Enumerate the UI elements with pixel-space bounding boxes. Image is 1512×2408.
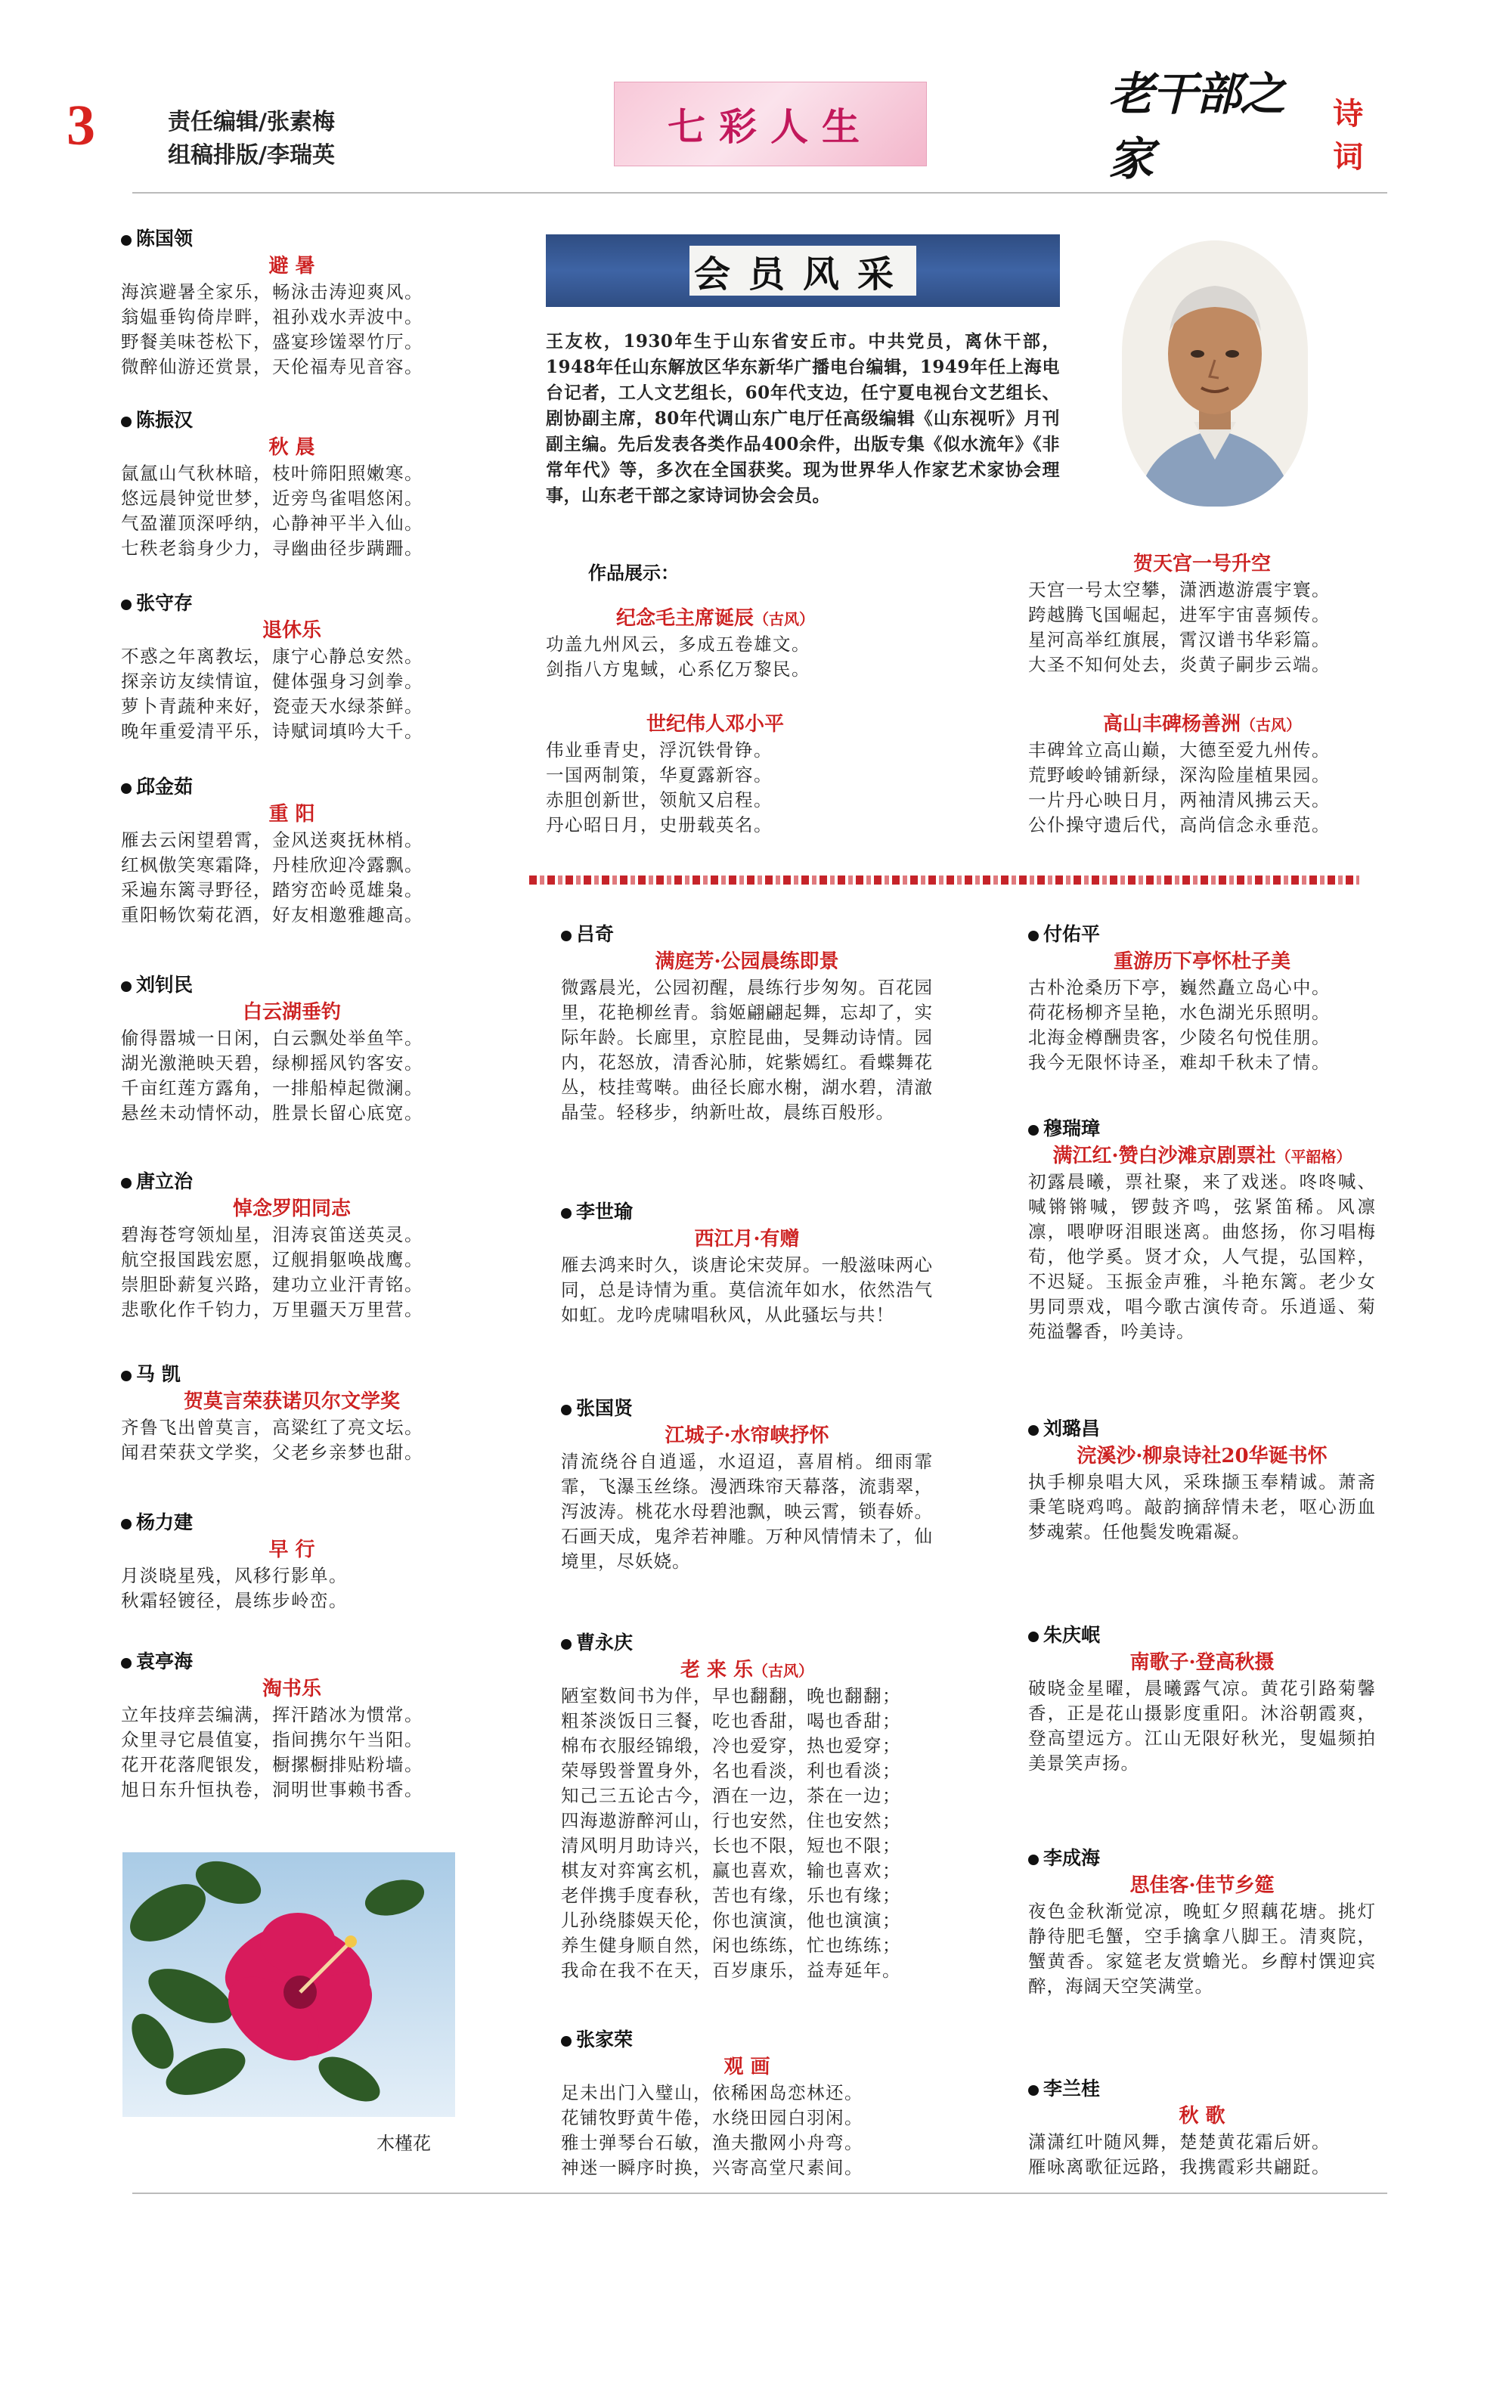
- poem-title-text: 贺莫言荣获诺贝尔文学奖: [183, 1390, 400, 1413]
- bullet-icon: [121, 1178, 132, 1189]
- poem-line: 重阳畅饮菊花酒，好友相邀雅趣高。: [121, 904, 423, 925]
- poem-line: 七秩老翁身少力，寻幽曲径步蹒跚。: [121, 538, 423, 559]
- poem-title: [561, 1656, 933, 1684]
- poem-line: 一片丹心映日月，两袖清风拂云天。: [1028, 789, 1331, 810]
- works-label: 作品展示：: [588, 562, 679, 584]
- poem-title-text: 秋 歌: [1179, 2105, 1225, 2128]
- poem-line: 足未出门入璧山，依稀困岛恋林还。: [561, 2082, 863, 2103]
- poem-line: 悲歌化作千钧力，万里疆天万里营。: [121, 1299, 423, 1320]
- author-name: 张守存: [136, 592, 194, 614]
- poem-block: [121, 1361, 463, 1465]
- poem-line: 野餐美味苍松下，盛宴珍馐翠竹厅。: [121, 331, 423, 352]
- poem-line: 气盈灌顶深呼纳，心静神平半入仙。: [121, 513, 423, 534]
- author-name: 曹永庆: [576, 1632, 634, 1653]
- poem-author: [561, 2026, 933, 2053]
- poem-line: 天宫一号太空攀，潇洒遨游震宇寰。: [1028, 579, 1331, 600]
- poem-title-text: 南歌子·登高秋摄: [1129, 1651, 1275, 1674]
- poem-title-text: 江城子·水帘峡抒怀: [665, 1424, 829, 1447]
- poem-line: 立年技痒芸编满，挥汗踏冰为惯常。: [121, 1704, 423, 1725]
- footer-rule: [132, 2193, 1387, 2194]
- poem-block: [121, 407, 463, 561]
- poem-line: 秋霜轻镀径，晨练步岭峦。: [121, 1590, 348, 1611]
- poem-line: 悠远晨钟觉世梦，近旁鸟雀唱悠闲。: [121, 488, 423, 509]
- poem-title-text: 秋 晨: [268, 436, 315, 459]
- poem-line: 我今无限怀诗圣，难却千秋未了情。: [1028, 1052, 1331, 1073]
- poem-block: [546, 605, 885, 682]
- poem-block: [1028, 1622, 1376, 1776]
- poem-text: 微露晨光，公园初醒，晨练行步匆匆。百花园里，花艳柳丝青。翁姬翩翩起舞，忘却了，实际年龄。长廊里，京腔昆曲，旻舞动诗情。园内，花怒放，清香沁肺，姹紫嫣红。看蝶舞花丛，枝挂莺啭。曲径长廊水榭，湖水碧，清澈晶莹。轻移步，纳新吐故，晨练百般形。: [561, 977, 933, 1123]
- poem-text: 执手柳泉唱大风，采珠撷玉奉精诚。萧斋秉笔晓鸡鸣。敲韵摘辞情未老，呕心沥血梦魂萦。任他鬓发晚霜凝。: [1028, 1471, 1376, 1542]
- poem-line: 神迷一瞬序时换，兴寄高堂尺素间。: [561, 2157, 863, 2178]
- poem-author: [1028, 1845, 1376, 1872]
- member-feature-banner: [546, 234, 1060, 307]
- poem-title: [1028, 948, 1376, 975]
- bullet-icon: [561, 2036, 572, 2047]
- poem-block: [121, 1509, 463, 1613]
- poem-title: [121, 1536, 463, 1563]
- poem-title-text: 思佳客·佳节乡筵: [1129, 1874, 1275, 1897]
- poem-title: [121, 617, 463, 644]
- poem-title-text: 满江红·赞白沙滩京剧票社: [1052, 1145, 1276, 1167]
- poem-block: [561, 1629, 933, 1983]
- poem-line: 陋室数间书为伴，早也翻翻，晚也翻翻；: [561, 1685, 901, 1706]
- author-name: 陈国领: [136, 228, 194, 249]
- author-name: 杨力建: [136, 1511, 194, 1533]
- poem-title-note: （平韶格）: [1275, 1148, 1352, 1166]
- logo-text: 老干部之家: [1108, 68, 1284, 186]
- poem-author: [121, 1168, 463, 1195]
- editor-line: 责任编辑/张素梅: [168, 109, 335, 135]
- poem-line: 海滨避暑全家乐，畅泳击涛迎爽风。: [121, 281, 423, 302]
- poem-block: [1028, 550, 1376, 677]
- poem-line: 粗茶淡饭日三餐，吃也香甜，喝也香甜；: [561, 1710, 901, 1731]
- poem-line: 翁媪垂钩倚岸畔，祖孙戏水弄波中。: [121, 306, 423, 327]
- poem-text: 清流绕谷自逍遥，水迢迢，喜眉梢。细雨霏霏，飞瀑玉丝绦。漫洒珠帘天幕落，流翡翠，泻波涛。桃花水母碧池飘，映云霄，锁春娇。石画天成，鬼斧若神雕。万种风情情未了，仙境里，尽妖娆。: [561, 1451, 933, 1572]
- poem-title-text: 贺天宫一号升空: [1132, 553, 1271, 575]
- poem-line: 大圣不知何处去，炎黄子嗣步云端。: [1028, 654, 1331, 675]
- poem-line: 碧海苍穹领灿星，泪涛哀笛送英灵。: [121, 1224, 423, 1245]
- bullet-icon: [121, 1658, 132, 1669]
- logo-tag: 诗词: [1333, 96, 1364, 175]
- poem-block: [121, 1648, 463, 1802]
- bullet-icon: [561, 931, 572, 941]
- poem-line: 荷花杨柳齐呈艳，水色湖光乐照明。: [1028, 1002, 1331, 1023]
- poem-author: [1028, 2075, 1376, 2103]
- poem-block: [121, 1168, 463, 1322]
- poem-block: [1028, 1845, 1376, 1999]
- author-name: 吕奇: [576, 923, 615, 945]
- poem-line: 旭日东升恒执卷，洞明世事赖书香。: [121, 1779, 423, 1800]
- header-rule: [132, 192, 1387, 194]
- poem-line: 氤氲山气秋林暗，枝叶筛阳照嫩寒。: [121, 463, 423, 484]
- poem-title: [121, 999, 463, 1026]
- poem-line: 闻君荣获文学奖，父老乡亲梦也甜。: [121, 1442, 423, 1463]
- bullet-icon: [121, 783, 132, 794]
- poem-title-text: 老 来 乐: [680, 1659, 754, 1681]
- poem-title: [561, 1226, 933, 1253]
- bullet-icon: [121, 600, 132, 610]
- poem-title-text: 早 行: [268, 1539, 315, 1561]
- photo-caption: 木槿花: [376, 2133, 431, 2154]
- poem-block: [561, 2026, 933, 2180]
- poem-line: 清风明月助诗兴，长也不限，短也不限；: [561, 1835, 901, 1856]
- poem-block: [1028, 921, 1376, 1075]
- poem-title: [546, 711, 885, 738]
- poem-title-note: （古风）: [753, 1662, 814, 1680]
- poem-line: 荒野峻岭铺新绿，深沟险崖植果园。: [1028, 764, 1331, 786]
- author-name: 刘钊民: [136, 974, 194, 996]
- poem-author: [121, 1648, 463, 1675]
- poem-line: 跨越腾飞国崛起，进军宇宙喜频传。: [1028, 604, 1331, 625]
- bullet-icon: [1028, 1855, 1039, 1865]
- bullet-icon: [121, 417, 132, 427]
- author-name: 唐立治: [136, 1170, 194, 1192]
- poem-line: 棉布衣服经锦缎，冷也爱穿，热也爱穿；: [561, 1735, 901, 1756]
- poem-line: 齐鲁飞出曾莫言，高粱红了亮文坛。: [121, 1417, 423, 1438]
- author-name: 张国贤: [576, 1397, 634, 1419]
- poem-line: 雅士弹琴台石敏，渔夫撒网小舟弯。: [561, 2132, 863, 2153]
- poem-line: 花铺牧野黄牛倦，水绕田园白羽闲。: [561, 2107, 863, 2128]
- poem-line: 崇胆卧薪复兴路，建功立业汗青铭。: [121, 1274, 423, 1295]
- elderly-man-portrait-icon: [1122, 240, 1308, 507]
- poem-author: [121, 225, 463, 253]
- member-feature-title: 会员风采: [693, 253, 912, 296]
- poem-title-text: 避 暑: [268, 255, 315, 277]
- section-banner: [614, 82, 927, 166]
- poem-author: [121, 1509, 463, 1536]
- poem-title: [121, 1195, 463, 1223]
- poem-line: 丹心昭日月，史册载英名。: [546, 814, 773, 835]
- poem-block: [1028, 2075, 1376, 2180]
- poem-line: 雁咏离歌征远路，我携霞彩共翩跹。: [1028, 2156, 1331, 2177]
- poem-line: 星河高举红旗展，霄汉谱书华彩篇。: [1028, 629, 1331, 650]
- poem-author: [121, 972, 463, 999]
- poem-line: 采遍东篱寻野径，踏穷峦岭觅雄枭。: [121, 879, 423, 900]
- poem-author: [1028, 1622, 1376, 1649]
- poem-line: 晚年重爱清平乐，诗赋词填吟大千。: [121, 721, 423, 742]
- poem-author: [121, 1361, 463, 1388]
- bullet-icon: [121, 235, 132, 246]
- poem-title-text: 纪念毛主席诞辰: [615, 607, 754, 630]
- poem-author: [561, 921, 933, 948]
- poem-block: [1028, 1115, 1376, 1344]
- poem-title-text: 满庭芳·公园晨练即景: [655, 950, 839, 973]
- poem-author: [121, 407, 463, 434]
- poem-text: 破晓金星曜，晨曦露气凉。黄花引路菊馨香，正是花山摄影度重阳。沐浴朝霞爽，登高望远方。江山无限好秋光，叟媪频拍美景笑声扬。: [1028, 1678, 1376, 1774]
- poem-line: 众里寻它晨值宴，指间携尔午当阳。: [121, 1729, 423, 1750]
- poem-block: [121, 225, 463, 380]
- poem-line: 雁去云闲望碧霄，金风送爽抚林梢。: [121, 829, 423, 851]
- author-name: 张家荣: [576, 2028, 634, 2050]
- poem-title-text: 西江月·有赠: [694, 1228, 800, 1250]
- poem-line: 棋友对弈寓玄机，赢也喜欢，输也喜欢；: [561, 1860, 901, 1881]
- poem-author: [121, 773, 463, 801]
- poem-line: 北海金樽酬贵客，少陵名句悦佳朋。: [1028, 1027, 1331, 1048]
- poem-block: [546, 711, 885, 838]
- poem-title-text: 观 画: [723, 2056, 770, 2078]
- bullet-icon: [1028, 931, 1039, 941]
- poem-line: 潇潇红叶随风舞，楚楚黄花霜后妍。: [1028, 2131, 1331, 2152]
- poem-line: 偷得嚣城一日闲，白云飘处举鱼竿。: [121, 1027, 423, 1049]
- poem-line: 湖光激滟映天碧，绿柳摇风钓客安。: [121, 1052, 423, 1074]
- poem-line: 儿孙绕膝娱天伦，你也演演，他也演演；: [561, 1910, 901, 1931]
- poem-line: 探亲访友续情谊，健体强身习剑拳。: [121, 671, 423, 692]
- poem-title-text: 淘书乐: [262, 1678, 321, 1700]
- bullet-icon: [121, 1519, 132, 1529]
- poem-title: [121, 1675, 463, 1703]
- poem-title: [1028, 1872, 1376, 1899]
- poem-title-text: 浣溪沙·柳泉诗社20华诞书怀: [1077, 1445, 1328, 1467]
- poem-block: [561, 921, 933, 1125]
- poem-line: 知己三五论古今，酒在一边，茶在一边；: [561, 1785, 901, 1806]
- poem-block: [1028, 1415, 1376, 1545]
- poem-block: [121, 590, 463, 744]
- poem-author: [121, 590, 463, 617]
- editor-credits: [168, 106, 335, 172]
- poem-title: [561, 1422, 933, 1449]
- poem-title: [1028, 1443, 1376, 1470]
- author-name: 付佑平: [1043, 923, 1101, 945]
- poem-text: 雁去鸿来时久，谈唐论宋荧屏。一般滋味两心同，总是诗情为重。莫信流年如水，依然浩气如虹。龙吟虎啸唱秋风，从此骚坛与共！: [561, 1254, 933, 1325]
- poem-author: [1028, 921, 1376, 948]
- masthead-logo: [1105, 68, 1393, 186]
- bullet-icon: [1028, 1632, 1039, 1642]
- author-name: 李世瑜: [576, 1201, 634, 1223]
- section-banner-text: 七彩人生: [668, 104, 873, 149]
- poem-line: 微醉仙游还赏景，天伦福寿见音容。: [121, 356, 423, 377]
- poem-line: 我命在我不在天，百岁康乐，益寿延年。: [561, 1960, 901, 1981]
- poem-title-text: 退休乐: [262, 619, 321, 642]
- poem-line: 一国两制策，华夏露新容。: [546, 764, 773, 786]
- poem-line: 养生健身顺自然，闲也练练，忙也练练；: [561, 1935, 901, 1956]
- bullet-icon: [561, 1405, 572, 1415]
- poem-line: 不惑之年离教坛，康宁心静总安然。: [121, 646, 423, 667]
- author-name: 穆瑞璋: [1043, 1117, 1101, 1139]
- poem-title-note: （古风）: [1241, 716, 1301, 734]
- poem-title: [121, 253, 463, 280]
- poem-title: [1028, 1649, 1376, 1676]
- bullet-icon: [121, 981, 132, 992]
- author-name: 袁亭海: [136, 1650, 194, 1672]
- poem-line: 公仆操守遗后代，高尚信念永垂范。: [1028, 814, 1331, 835]
- poem-title-text: 悼念罗阳同志: [232, 1198, 351, 1220]
- bullet-icon: [1028, 1125, 1039, 1136]
- poem-text: 夜色金秋渐觉凉，晚虹夕照藕花塘。挑灯静待肥毛蟹，空手擒拿八脚王。清爽院，蟹黄香。家筵老友赏蟾光。乡醇村馔迎宾醉，海阔天空笑满堂。: [1028, 1901, 1376, 1997]
- decorative-divider: [529, 875, 1359, 885]
- poem-block: [121, 972, 463, 1126]
- poem-author: [1028, 1415, 1376, 1443]
- poem-line: 老伴携手度春秋，苦也有缘，乐也有缘；: [561, 1885, 901, 1906]
- poem-line: 伟业垂青史，浮沉铁骨铮。: [546, 739, 773, 761]
- bullet-icon: [1028, 2085, 1039, 2096]
- author-name: 李兰桂: [1043, 2078, 1101, 2100]
- poem-author: [1028, 1115, 1376, 1142]
- poem-line: 功盖九州风云，多成五卷雄文。: [546, 634, 810, 655]
- poem-title: [546, 605, 885, 632]
- poem-line: 红枫傲笑寒霜降，丹桂欣迎冷露飘。: [121, 854, 423, 875]
- poem-block: [121, 773, 463, 928]
- poem-title-text: 世纪伟人邓小平: [646, 713, 784, 736]
- poem-title: [121, 1388, 463, 1415]
- poem-block: [561, 1198, 933, 1328]
- poem-title: [561, 948, 933, 975]
- poem-line: 航空报国践宏愿，辽舰捐躯唤战鹰。: [121, 1249, 423, 1270]
- author-name: 刘璐昌: [1043, 1418, 1101, 1440]
- author-name: 李成海: [1043, 1847, 1101, 1869]
- poem-title-text: 重 阳: [268, 803, 315, 826]
- poem-line: 丰碑耸立高山巅，大德至爱九州传。: [1028, 739, 1331, 761]
- bullet-icon: [561, 1208, 572, 1219]
- author-name: 马 凯: [136, 1363, 181, 1385]
- member-bio: 王友枚，1930年生于山东省安丘市。中共党员，离休干部，1948年任山东解放区华东新华广播电台编辑，1949年任上海电台记者，工人文艺组长，60年代支边，任宁夏电视台文艺组长、剧协副主席，80年代调山东广电厅任高级编辑《山东视听》月刊副主编。先后发表各类作品400余件，出版专集《似水流年》《非常年代》等，多次在全国获奖。现为世界华人作家艺术家协会理事，山东老干部之家诗词协会会员。: [546, 331, 1060, 506]
- author-name: 陈振汉: [136, 409, 194, 431]
- poem-author: [561, 1395, 933, 1422]
- poem-block: [561, 1395, 933, 1574]
- poem-title-note: （古风）: [754, 610, 814, 628]
- poem-title-text: 白云湖垂钓: [242, 1001, 341, 1024]
- poem-title: [1028, 711, 1376, 738]
- poem-line: 赤胆创新世，领航又启程。: [546, 789, 773, 810]
- poem-title: [121, 801, 463, 828]
- author-name: 朱庆岷: [1043, 1624, 1101, 1646]
- poem-line: 千亩红莲方露角，一排船棹起微澜。: [121, 1077, 423, 1099]
- bullet-icon: [561, 1639, 572, 1650]
- poem-line: 悬丝未动情怀动，胜景长留心底宽。: [121, 1102, 423, 1123]
- poem-text: 初露晨曦，票社聚，来了戏迷。咚咚喊、喊锵锵喊，锣鼓齐鸣，弦紧笛稀。风凛凛，喂咿呀泪眼迷离。曲悠扬，你习唱梅荀，他学奚。贤才众，人气提，弘国粹，不迟疑。玉振金声雅，斗艳东篱。老少女男同票戏，唱今歌古演传奇。乐逍遥、菊苑溢馨香，吟美诗。: [1028, 1171, 1376, 1342]
- bullet-icon: [121, 1371, 132, 1381]
- poem-line: 萝卜青蔬种来好，瓷壶天水绿茶鲜。: [121, 696, 423, 717]
- poem-author: [561, 1629, 933, 1656]
- poem-line: 花开花落爬银发，橱摞橱排贴粉墙。: [121, 1754, 423, 1775]
- layout-line: 组稿排版/李瑞英: [168, 142, 335, 169]
- poem-line: 四海遨游醉河山，行也安然，住也安然；: [561, 1810, 901, 1831]
- page-number: 3: [67, 94, 95, 157]
- hibiscus-flower-photo-icon: [122, 1852, 455, 2117]
- poem-title-text: 重游历下亭怀杜子美: [1113, 950, 1290, 973]
- poem-line: 古朴沧桑历下亭，巍然矗立岛心中。: [1028, 977, 1331, 998]
- poem-title: [561, 2053, 933, 2081]
- bullet-icon: [1028, 1425, 1039, 1436]
- poem-title-text: 高山丰碑杨善洲: [1102, 713, 1241, 736]
- poem-line: 荣辱毁誉置身外，名也看淡，利也看淡；: [561, 1760, 901, 1781]
- poem-title: [1028, 550, 1376, 578]
- poem-title: [121, 434, 463, 461]
- poem-author: [561, 1198, 933, 1226]
- author-name: 邱金茹: [136, 776, 194, 798]
- poem-line: 月淡晓星残，风移行影单。: [121, 1565, 348, 1586]
- poem-title: [1028, 1142, 1376, 1170]
- poem-block: [1028, 711, 1376, 838]
- poem-title: [1028, 2103, 1376, 2130]
- poem-line: 剑指八方鬼蜮，心系亿万黎民。: [546, 659, 810, 680]
